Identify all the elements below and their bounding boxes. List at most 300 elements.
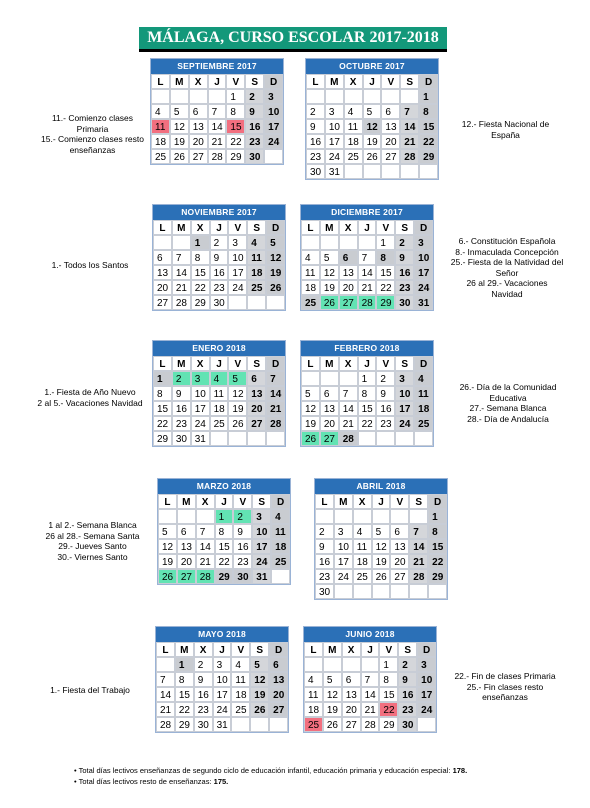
day-cell: 18 bbox=[353, 554, 372, 569]
day-cell: 18 bbox=[301, 280, 320, 295]
day-cell: 27 bbox=[390, 569, 409, 584]
empty-day-cell bbox=[320, 235, 339, 250]
empty-day-cell bbox=[323, 657, 342, 672]
empty-day-cell bbox=[189, 89, 208, 104]
day-cell: 6 bbox=[381, 104, 400, 119]
day-cell: 7 bbox=[409, 524, 428, 539]
note-line: España bbox=[491, 129, 520, 140]
empty-day-cell bbox=[372, 509, 391, 524]
day-cell: 1 bbox=[175, 657, 194, 672]
day-grid bbox=[156, 642, 288, 732]
day-cell: 27 bbox=[381, 149, 400, 164]
weekday-header: L bbox=[153, 220, 172, 235]
day-cell: 25 bbox=[301, 295, 320, 310]
weekday-header: D bbox=[271, 494, 290, 509]
day-cell: 18 bbox=[210, 401, 229, 416]
day-cell: 30 bbox=[210, 295, 229, 310]
day-cell: 31 bbox=[191, 431, 210, 446]
month-header: MARZO 2018 bbox=[158, 479, 290, 494]
page-title: MÁLAGA, CURSO ESCOLAR 2017-2018 bbox=[139, 27, 447, 52]
note-line: 11.- Comienzo clases bbox=[51, 113, 134, 123]
day-cell: 2 bbox=[315, 524, 334, 539]
empty-day-cell bbox=[231, 717, 250, 732]
note-line: 26.- Día de la Comunidad bbox=[459, 382, 557, 392]
day-cell: 24 bbox=[264, 134, 283, 149]
weekday-header: M bbox=[175, 642, 194, 657]
day-cell: 27 bbox=[177, 569, 196, 584]
day-grid bbox=[151, 74, 283, 164]
day-cell: 27 bbox=[339, 295, 358, 310]
day-cell: 6 bbox=[320, 386, 339, 401]
day-cell: 17 bbox=[414, 265, 433, 280]
day-cell: 25 bbox=[151, 149, 170, 164]
weekday-header: S bbox=[252, 494, 271, 509]
month-header: SEPTIEMBRE 2017 bbox=[151, 59, 283, 74]
day-cell: 8 bbox=[175, 672, 194, 687]
weekday-header: J bbox=[215, 494, 234, 509]
calendar-september bbox=[150, 58, 284, 165]
weekday-header: J bbox=[358, 356, 377, 371]
weekday-header: X bbox=[342, 642, 361, 657]
day-cell: 21 bbox=[400, 134, 419, 149]
empty-day-cell bbox=[177, 509, 196, 524]
day-cell: 10 bbox=[325, 119, 344, 134]
weekday-header: J bbox=[363, 74, 382, 89]
day-cell: 13 bbox=[390, 539, 409, 554]
day-grid bbox=[153, 220, 285, 310]
empty-day-cell bbox=[409, 509, 428, 524]
empty-day-cell bbox=[151, 89, 170, 104]
weekday-header: M bbox=[320, 356, 339, 371]
weekday-header: D bbox=[269, 642, 288, 657]
day-cell: 29 bbox=[226, 149, 245, 164]
day-cell: 16 bbox=[194, 687, 213, 702]
day-cell: 28 bbox=[156, 717, 175, 732]
note-line: 1.- Fiesta del Trabajo bbox=[50, 685, 130, 695]
day-cell: 6 bbox=[189, 104, 208, 119]
day-cell: 5 bbox=[320, 250, 339, 265]
empty-day-cell bbox=[372, 584, 391, 599]
note-line: 26 al 29.- Vacaciones bbox=[466, 278, 548, 288]
day-cell: 19 bbox=[158, 554, 177, 569]
day-cell: 10 bbox=[191, 386, 210, 401]
day-cell: 7 bbox=[156, 672, 175, 687]
weekday-header: L bbox=[301, 356, 320, 371]
day-cell: 20 bbox=[153, 280, 172, 295]
day-cell: 17 bbox=[417, 687, 436, 702]
empty-day-cell bbox=[417, 717, 436, 732]
empty-day-cell bbox=[196, 509, 215, 524]
day-cell: 19 bbox=[266, 265, 285, 280]
note-line: 1.- Todos los Santos bbox=[51, 260, 129, 270]
day-cell: 17 bbox=[395, 401, 414, 416]
empty-day-cell bbox=[390, 509, 409, 524]
day-cell: 19 bbox=[372, 554, 391, 569]
weekday-header: S bbox=[398, 642, 417, 657]
weekday-header: M bbox=[334, 494, 353, 509]
day-cell: 14 bbox=[266, 386, 285, 401]
day-cell: 20 bbox=[381, 134, 400, 149]
day-cell: 25 bbox=[353, 569, 372, 584]
empty-day-cell bbox=[400, 164, 419, 179]
weekday-header: V bbox=[379, 642, 398, 657]
weekday-header: S bbox=[395, 220, 414, 235]
empty-day-cell bbox=[228, 431, 247, 446]
empty-day-cell bbox=[156, 657, 175, 672]
day-cell: 17 bbox=[264, 119, 283, 134]
note-line: 30.- Viernes Santo bbox=[57, 551, 128, 562]
day-cell: 10 bbox=[417, 672, 436, 687]
day-cell: 29 bbox=[175, 717, 194, 732]
day-cell: 8 bbox=[191, 250, 210, 265]
day-cell: 26 bbox=[170, 149, 189, 164]
day-cell: 26 bbox=[301, 431, 320, 446]
weekday-header: S bbox=[247, 220, 266, 235]
empty-day-cell bbox=[419, 164, 438, 179]
day-cell: 25 bbox=[210, 416, 229, 431]
calendar-october bbox=[305, 58, 439, 180]
empty-day-cell bbox=[363, 89, 382, 104]
day-cell: 22 bbox=[175, 702, 194, 717]
day-cell: 14 bbox=[208, 119, 227, 134]
month-header: JUNIO 2018 bbox=[304, 627, 436, 642]
day-cell: 28 bbox=[208, 149, 227, 164]
day-cell: 17 bbox=[213, 687, 232, 702]
note-line: 29.- Jueves Santo bbox=[58, 541, 127, 551]
empty-day-cell bbox=[320, 371, 339, 386]
day-cell: 7 bbox=[172, 250, 191, 265]
day-cell: 23 bbox=[395, 280, 414, 295]
day-cell: 15 bbox=[153, 401, 172, 416]
calendar-february bbox=[300, 340, 434, 447]
day-cell: 15 bbox=[175, 687, 194, 702]
day-cell: 30 bbox=[395, 295, 414, 310]
day-cell: 11 bbox=[301, 265, 320, 280]
empty-day-cell bbox=[208, 89, 227, 104]
day-cell: 20 bbox=[342, 702, 361, 717]
day-cell: 21 bbox=[196, 554, 215, 569]
day-cell: 26 bbox=[320, 295, 339, 310]
day-cell: 28 bbox=[400, 149, 419, 164]
day-grid bbox=[301, 220, 433, 310]
day-cell: 20 bbox=[339, 280, 358, 295]
calendar-november bbox=[152, 204, 286, 311]
day-cell: 10 bbox=[414, 250, 433, 265]
day-cell: 21 bbox=[358, 280, 377, 295]
day-cell: 29 bbox=[379, 717, 398, 732]
day-cell: 14 bbox=[361, 687, 380, 702]
day-cell: 23 bbox=[210, 280, 229, 295]
empty-day-cell bbox=[353, 584, 372, 599]
weekday-header: M bbox=[172, 356, 191, 371]
day-cell: 19 bbox=[323, 702, 342, 717]
calendar-april bbox=[314, 478, 448, 600]
weekday-header: J bbox=[208, 74, 227, 89]
day-cell: 31 bbox=[213, 717, 232, 732]
day-cell: 24 bbox=[191, 416, 210, 431]
day-cell: 24 bbox=[417, 702, 436, 717]
weekday-header: L bbox=[153, 356, 172, 371]
day-cell: 29 bbox=[215, 569, 234, 584]
month-header: OCTUBRE 2017 bbox=[306, 59, 438, 74]
day-cell: 24 bbox=[252, 554, 271, 569]
day-cell: 14 bbox=[172, 265, 191, 280]
day-cell: 7 bbox=[208, 104, 227, 119]
day-cell: 23 bbox=[376, 416, 395, 431]
day-cell: 13 bbox=[269, 672, 288, 687]
day-cell: 16 bbox=[306, 134, 325, 149]
day-cell: 17 bbox=[191, 401, 210, 416]
empty-day-cell bbox=[361, 657, 380, 672]
day-cell: 19 bbox=[228, 401, 247, 416]
day-cell: 15 bbox=[215, 539, 234, 554]
day-cell: 9 bbox=[395, 250, 414, 265]
day-cell: 23 bbox=[194, 702, 213, 717]
day-cell: 28 bbox=[172, 295, 191, 310]
notes-may bbox=[30, 685, 150, 696]
weekday-header: M bbox=[172, 220, 191, 235]
day-cell: 20 bbox=[189, 134, 208, 149]
weekday-header: S bbox=[250, 642, 269, 657]
day-cell: 3 bbox=[191, 371, 210, 386]
note-line: 6.- Constitución Española bbox=[458, 236, 556, 246]
day-cell: 27 bbox=[189, 149, 208, 164]
day-cell: 26 bbox=[158, 569, 177, 584]
day-cell: 12 bbox=[266, 250, 285, 265]
day-cell: 22 bbox=[358, 416, 377, 431]
day-cell: 5 bbox=[372, 524, 391, 539]
day-cell: 15 bbox=[226, 119, 245, 134]
day-cell: 16 bbox=[376, 401, 395, 416]
day-cell: 7 bbox=[361, 672, 380, 687]
footer-value: 175. bbox=[213, 777, 229, 786]
day-cell: 3 bbox=[228, 235, 247, 250]
day-cell: 1 bbox=[153, 371, 172, 386]
weekday-header: X bbox=[191, 220, 210, 235]
day-cell: 26 bbox=[372, 569, 391, 584]
day-cell: 21 bbox=[409, 554, 428, 569]
note-line: enseñanzas bbox=[482, 692, 528, 702]
day-cell: 1 bbox=[226, 89, 245, 104]
day-cell: 31 bbox=[325, 164, 344, 179]
empty-day-cell bbox=[301, 235, 320, 250]
day-cell: 16 bbox=[398, 687, 417, 702]
day-cell: 7 bbox=[266, 371, 285, 386]
day-cell: 26 bbox=[228, 416, 247, 431]
weekday-header: D bbox=[417, 642, 436, 657]
empty-day-cell bbox=[306, 89, 325, 104]
day-cell: 6 bbox=[269, 657, 288, 672]
weekday-header: V bbox=[231, 642, 250, 657]
weekday-header: L bbox=[158, 494, 177, 509]
weekday-header: M bbox=[325, 74, 344, 89]
day-cell: 21 bbox=[339, 416, 358, 431]
day-cell: 31 bbox=[414, 295, 433, 310]
day-cell: 12 bbox=[363, 119, 382, 134]
day-cell: 4 bbox=[304, 672, 323, 687]
day-cell: 10 bbox=[213, 672, 232, 687]
month-header: MAYO 2018 bbox=[156, 627, 288, 642]
day-cell: 24 bbox=[414, 280, 433, 295]
day-cell: 13 bbox=[189, 119, 208, 134]
day-cell: 3 bbox=[264, 89, 283, 104]
day-cell: 15 bbox=[379, 687, 398, 702]
day-cell: 15 bbox=[191, 265, 210, 280]
notes-january bbox=[20, 387, 160, 408]
notes-november bbox=[30, 260, 150, 271]
day-cell: 28 bbox=[339, 431, 358, 446]
weekday-header: D bbox=[419, 74, 438, 89]
calendar-march bbox=[157, 478, 291, 585]
day-cell: 27 bbox=[269, 702, 288, 717]
day-cell: 10 bbox=[252, 524, 271, 539]
day-cell: 11 bbox=[271, 524, 290, 539]
month-header: NOVIEMBRE 2017 bbox=[153, 205, 285, 220]
day-cell: 27 bbox=[342, 717, 361, 732]
weekday-header: L bbox=[301, 220, 320, 235]
day-cell: 19 bbox=[170, 134, 189, 149]
day-cell: 18 bbox=[231, 687, 250, 702]
day-cell: 22 bbox=[428, 554, 447, 569]
empty-day-cell bbox=[172, 235, 191, 250]
day-cell: 25 bbox=[247, 280, 266, 295]
weekday-header: D bbox=[266, 220, 285, 235]
day-cell: 1 bbox=[191, 235, 210, 250]
empty-day-cell bbox=[358, 235, 377, 250]
empty-day-cell bbox=[395, 431, 414, 446]
notes-february bbox=[448, 382, 568, 424]
day-cell: 26 bbox=[323, 717, 342, 732]
day-cell: 12 bbox=[301, 401, 320, 416]
day-cell: 9 bbox=[398, 672, 417, 687]
day-cell: 13 bbox=[381, 119, 400, 134]
weekday-header: X bbox=[353, 494, 372, 509]
day-cell: 3 bbox=[414, 235, 433, 250]
day-cell: 18 bbox=[151, 134, 170, 149]
day-cell: 24 bbox=[228, 280, 247, 295]
day-cell: 29 bbox=[428, 569, 447, 584]
day-cell: 11 bbox=[210, 386, 229, 401]
empty-day-cell bbox=[247, 431, 266, 446]
day-cell: 7 bbox=[339, 386, 358, 401]
weekday-header: S bbox=[245, 74, 264, 89]
day-cell: 6 bbox=[390, 524, 409, 539]
empty-day-cell bbox=[363, 164, 382, 179]
empty-day-cell bbox=[250, 717, 269, 732]
day-cell: 1 bbox=[419, 89, 438, 104]
day-cell: 12 bbox=[323, 687, 342, 702]
day-cell: 23 bbox=[315, 569, 334, 584]
day-cell: 18 bbox=[344, 134, 363, 149]
day-cell: 3 bbox=[417, 657, 436, 672]
day-cell: 22 bbox=[379, 702, 398, 717]
footer-total-resto bbox=[74, 777, 228, 787]
note-line: 2 al 5.- Vacaciones Navidad bbox=[37, 397, 143, 408]
weekday-header: S bbox=[400, 74, 419, 89]
day-cell: 20 bbox=[247, 401, 266, 416]
weekday-header: L bbox=[151, 74, 170, 89]
empty-day-cell bbox=[158, 509, 177, 524]
weekday-header: X bbox=[196, 494, 215, 509]
day-cell: 5 bbox=[301, 386, 320, 401]
day-cell: 29 bbox=[376, 295, 395, 310]
note-line: 1 al 2.- Semana Blanca bbox=[48, 520, 137, 530]
day-cell: 27 bbox=[247, 416, 266, 431]
day-cell: 16 bbox=[172, 401, 191, 416]
day-cell: 21 bbox=[208, 134, 227, 149]
empty-day-cell bbox=[269, 717, 288, 732]
weekday-header: M bbox=[170, 74, 189, 89]
day-cell: 7 bbox=[400, 104, 419, 119]
day-cell: 11 bbox=[344, 119, 363, 134]
day-cell: 6 bbox=[153, 250, 172, 265]
footer-label: • Total días lectivos enseñanzas de segundo ciclo de educación infantil, educación primaria y educación especial: bbox=[74, 766, 453, 775]
day-cell: 20 bbox=[269, 687, 288, 702]
empty-day-cell bbox=[344, 89, 363, 104]
day-cell: 23 bbox=[245, 134, 264, 149]
day-cell: 21 bbox=[361, 702, 380, 717]
day-cell: 2 bbox=[194, 657, 213, 672]
day-grid bbox=[301, 356, 433, 446]
calendar-may bbox=[155, 626, 289, 733]
day-cell: 14 bbox=[196, 539, 215, 554]
day-cell: 5 bbox=[158, 524, 177, 539]
weekday-header: D bbox=[266, 356, 285, 371]
day-cell: 8 bbox=[428, 524, 447, 539]
weekday-header: X bbox=[191, 356, 210, 371]
day-cell: 17 bbox=[252, 539, 271, 554]
calendar-june bbox=[303, 626, 437, 733]
day-cell: 30 bbox=[306, 164, 325, 179]
footer-value: 178. bbox=[452, 766, 468, 775]
note-line: 25.- Fin clases resto bbox=[466, 681, 544, 692]
calendar-december bbox=[300, 204, 434, 311]
day-cell: 28 bbox=[409, 569, 428, 584]
day-cell: 1 bbox=[358, 371, 377, 386]
day-cell: 4 bbox=[301, 250, 320, 265]
day-cell: 27 bbox=[153, 295, 172, 310]
day-cell: 29 bbox=[153, 431, 172, 446]
weekday-header: L bbox=[304, 642, 323, 657]
weekday-header: V bbox=[226, 74, 245, 89]
empty-day-cell bbox=[153, 235, 172, 250]
weekday-header: V bbox=[233, 494, 252, 509]
empty-day-cell bbox=[266, 431, 285, 446]
empty-day-cell bbox=[409, 584, 428, 599]
footer-total-infantil bbox=[74, 766, 467, 776]
weekday-header: V bbox=[228, 356, 247, 371]
note-line: Señor bbox=[495, 267, 519, 278]
day-cell: 30 bbox=[194, 717, 213, 732]
day-cell: 9 bbox=[315, 539, 334, 554]
day-cell: 12 bbox=[372, 539, 391, 554]
day-cell: 2 bbox=[395, 235, 414, 250]
day-cell: 23 bbox=[172, 416, 191, 431]
day-cell: 30 bbox=[233, 569, 252, 584]
day-cell: 6 bbox=[177, 524, 196, 539]
day-cell: 1 bbox=[379, 657, 398, 672]
day-cell: 31 bbox=[252, 569, 271, 584]
day-cell: 26 bbox=[266, 280, 285, 295]
note-line: 27.- Semana Blanca bbox=[469, 403, 547, 413]
day-cell: 13 bbox=[339, 265, 358, 280]
note-line: 26 al 28.- Semana Santa bbox=[45, 530, 140, 541]
day-cell: 8 bbox=[379, 672, 398, 687]
day-cell: 22 bbox=[226, 134, 245, 149]
day-cell: 5 bbox=[323, 672, 342, 687]
day-cell: 18 bbox=[271, 539, 290, 554]
weekday-header: D bbox=[414, 356, 433, 371]
